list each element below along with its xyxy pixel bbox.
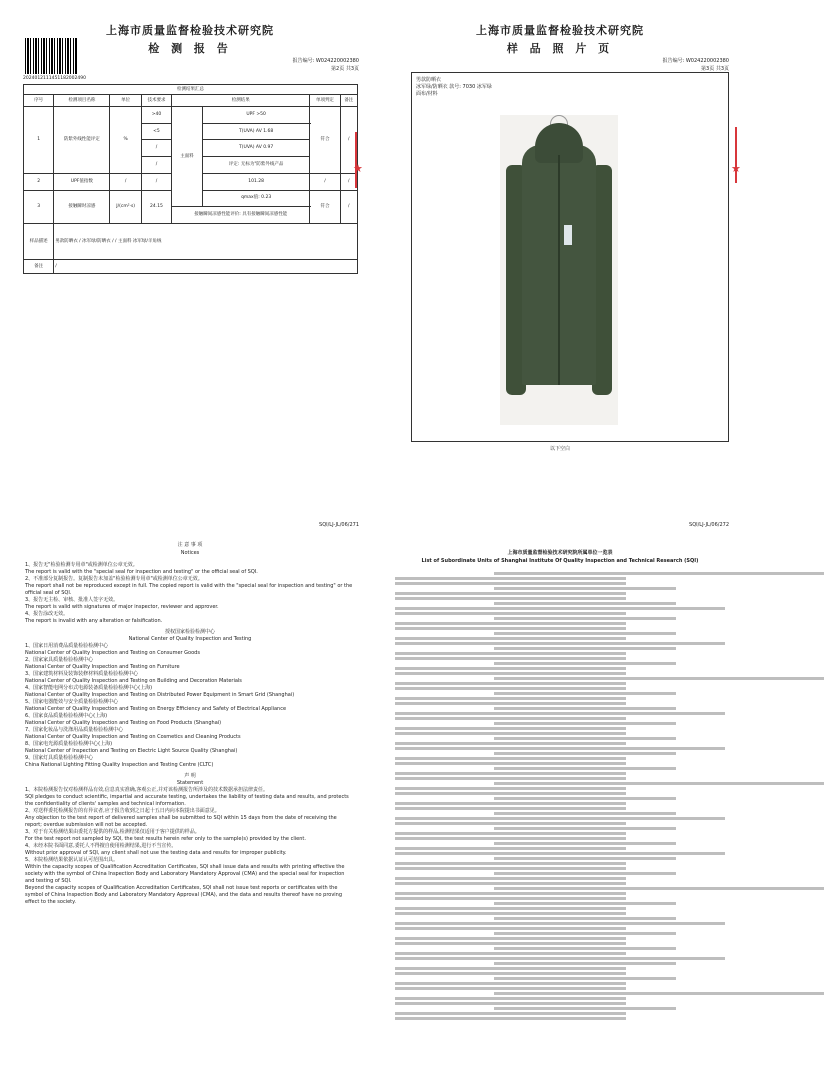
units-title: 上海市质量监督检验技术研究院所属单位一览表 — [507, 550, 613, 556]
text-line — [494, 962, 676, 965]
text-line — [395, 897, 626, 900]
text-line — [494, 572, 824, 575]
text-line — [494, 707, 676, 710]
text-line — [395, 627, 626, 630]
requirement: >40 — [141, 107, 171, 124]
text-line — [395, 877, 626, 880]
text-line — [395, 1012, 626, 1015]
sample-part: 主面料 — [172, 107, 203, 207]
text-line — [395, 1017, 626, 1020]
report-page — [15, 12, 365, 512]
photo-page-title: 样 品 照 片 页 — [506, 42, 614, 55]
notices-title-en: Notices — [180, 550, 200, 556]
text-line — [395, 817, 725, 820]
text-line — [494, 602, 676, 605]
text-line — [395, 832, 626, 835]
report-number: 报告编号: W024220002380 — [292, 58, 359, 64]
text-line — [395, 667, 626, 670]
text-line — [494, 677, 824, 680]
result-value: 101.28 — [202, 173, 309, 190]
summary-title: 检测结果汇总 — [24, 85, 358, 95]
text-line — [395, 747, 725, 750]
text-line — [494, 662, 676, 665]
text-line — [395, 727, 626, 730]
header-cell: 技术要求 — [141, 95, 171, 107]
remark-value: / — [54, 260, 358, 274]
text-line — [395, 612, 626, 615]
text-line — [395, 622, 626, 625]
text-line — [395, 682, 626, 685]
text-line — [395, 972, 626, 975]
sample-photo — [500, 115, 618, 425]
text-line — [395, 582, 626, 585]
header-cell: 检测结果 — [172, 95, 310, 107]
text-line — [395, 802, 626, 805]
text-line — [494, 917, 676, 920]
text-line — [395, 607, 725, 610]
header-cell: 单位 — [110, 95, 141, 107]
text-line — [494, 737, 676, 740]
text-line — [395, 942, 626, 945]
text-line — [395, 697, 626, 700]
text-line — [494, 842, 676, 845]
text-line — [395, 997, 626, 1000]
text-line — [395, 927, 626, 930]
statement-title-en: Statement — [176, 780, 204, 786]
text-line — [395, 837, 626, 840]
text-line — [395, 642, 725, 645]
item-name: 防紫外线性能评定 — [54, 107, 110, 174]
notices-list: 1、报告无"检验检测专用章"或检测单位公章无效。 The report is valid with the "special seal for inspection and testing" or the official seal of SQI. 2、不准部分复制报告。复制报告未加盖"检验检测专用章"或检测单位公章无效。 The report shall not be reproduced except in full. The copied report is valid with the "special seal for inspection and testing" or the official seal of SQI. 3、报告无主检、审核、批准人签字无效。 The report is valid with signatures of major inspector, reviewer and approver. 4、报告涂改无效。 The report is invalid with any alteration or falsification. 授权国家检验检测中心 National Center of Quality Inspection and Testing 1、国家日用消费品质量检验检测中心 National Center of Quality Inspection and Testing on Consumer Goods 2、国家家具质量检验检测中心 National Center of Quality Inspection and Testing on Furniture 3、国家建筑材料及装饰装修材料质量检验检测中心 National Center of Quality Inspection and Testing on Building and Decoration Materials 4、国家智能电网分布式电源装备质量检验检测中心(上海) National Center of Quality Inspection and Testing on Distributed Power Equipment in Smart Grid (Shanghai) 5、国家电器能效与安全质量检验检测中心 National Center of Quality Inspection and Testing on Energy Efficiency and Safety of Electrical Appliance 6、国家食品质量检验检测中心(上海) National Center of Quality Inspection and Testing on Food Products (Shanghai) 7、国家化妆品与洗涤用品质量检验检测中心 National Center of Quality Inspection and Testing on Cosmetics and Cleaning Products 8、国家电光源质量检验检测中心(上海) National Center of Inspection and Testing on Electric Light Source Quality (Shanghai) 9、国家灯具质量检验检测中心 China National Lighting Fitting Quality Inspection and Testing Centre (CLTC) 声 明 Statement 1、本院检测报告仅对检测样品有效,信息真实准确,客观公正,并对该检测报告所涉及的技术数据承担法律责任。 SQI pledges to conduct scientific, impartial and accurate testing, undertakes the liability of testing data and results, and protects the confidentiality of clients' samples and technical information. 2、对送样委托检测报告的有异议者,应于报告收到之日起十五日内向本院提出书面意见。 Any objection to the test report of delivered samples shall be submitted to SQI within 15 days from the date of receiving the report; overdue submission will not be accepted. 3、对于有关检测结果由委托方提供的样品,检测结果仅适用于客户提供的样品。 For the test report not sampled by SQI, the test results herein refer only to the sample(s) provided by the client. 4、未经本院书面同意,委托人不得擅自使用检测结果,进行不当宣传。 Without prior approval of SQI, any client shall not use the testing data and results for improper publicity. 5、本院检测结果依据认证认可范围出具。 Within the capacity scopes of Qualification Accreditation Certificates, SQI shall issue data and results with printing effective the society with the symbol of China Inspection Body and Laboratory Mandatory Approval (CMA) and the special seal for inspection and testing of SQI. Beyond the capacity scopes of Qualification Accreditation Certificates, SQI shall not issue test reports or certificates with the symbol of China Inspection Body and Laboratory Mandatory Approval (CMA), and the data and results thereof have no proving effect to the society. — [25, 562, 355, 906]
row-number: 2 — [24, 173, 54, 190]
page-number: 第3页 共3页 — [701, 66, 729, 72]
text-line — [395, 577, 626, 580]
text-line — [395, 792, 626, 795]
text-line — [494, 587, 676, 590]
verdict: 符合 — [310, 190, 340, 223]
verdict: 符合 — [310, 107, 340, 174]
text-line — [395, 922, 725, 925]
text-line — [494, 992, 824, 995]
text-line — [494, 887, 824, 890]
requirement: / — [141, 173, 171, 190]
result-value: T(UVA) AV 1.68 — [202, 123, 309, 140]
text-line — [395, 952, 626, 955]
text-line — [395, 652, 626, 655]
centers-title-en: National Center of Quality Inspection and Testing — [128, 636, 252, 642]
text-line — [395, 777, 626, 780]
text-line — [494, 947, 676, 950]
text-line — [395, 702, 626, 705]
text-line — [395, 742, 626, 745]
text-line — [395, 687, 626, 690]
text-line — [395, 967, 626, 970]
header-cell: 检测项目名称 — [54, 95, 110, 107]
text-line — [494, 632, 676, 635]
photo-frame — [411, 72, 729, 442]
result-value: qmax值: 0.23 — [202, 190, 309, 207]
institute-name: 上海市质量监督检验技术研究院 — [476, 24, 644, 37]
text-line — [395, 882, 626, 885]
requirement: / — [141, 157, 171, 174]
notices-title: 注 意 事 项 — [177, 542, 203, 548]
text-line — [395, 807, 626, 810]
requirement: <5 — [141, 123, 171, 140]
results-table — [23, 84, 358, 274]
item-name: UPF值指数 — [54, 173, 110, 190]
text-line — [395, 657, 626, 660]
row-number: 1 — [24, 107, 54, 174]
header-cell: 序号 — [24, 95, 54, 107]
institute-name: 上海市质量监督检验技术研究院 — [106, 24, 274, 37]
text-line — [494, 1007, 676, 1010]
text-line — [494, 752, 676, 755]
text-line — [395, 907, 626, 910]
text-line — [494, 872, 676, 875]
header-cell: 备注 — [340, 95, 357, 107]
report-number: 报告编号: W024220002380 — [662, 58, 729, 64]
units-title-en: List of Subordinate Units of Shanghai Institute Of Quality Inspection and Technical Research (SQI) — [421, 558, 699, 564]
remark-label: 备注 — [24, 260, 54, 274]
result-value: UPF >50 — [202, 107, 309, 124]
text-line — [395, 982, 626, 985]
text-line — [395, 957, 725, 960]
text-line — [395, 712, 725, 715]
end-note: 以下空白 — [549, 446, 570, 452]
page-number: 第2页 共3页 — [331, 66, 359, 72]
header-cell: 单项判定 — [310, 95, 340, 107]
text-line — [395, 592, 626, 595]
text-line — [494, 932, 676, 935]
text-line — [494, 797, 676, 800]
text-line — [395, 987, 626, 990]
form-code: SQI/LJ-JL/06/272 — [689, 522, 729, 528]
text-line — [395, 867, 626, 870]
text-line — [395, 762, 626, 765]
star-icon: ★ — [353, 162, 363, 175]
statement-title: 声 明 — [184, 773, 196, 779]
text-line — [395, 862, 626, 865]
sample-label: 样品描述 — [24, 224, 54, 260]
text-line — [494, 647, 676, 650]
barcode — [25, 38, 77, 74]
form-code: SQI/LJ-JL/06/271 — [319, 522, 359, 528]
unit-cell: % — [110, 107, 141, 174]
sample-description: 男款防晒衣 / 冰军绿/防晒衣 / / 主面料 冰军绿/羊角绒 — [54, 224, 358, 260]
text-line — [395, 937, 626, 940]
seal-stamp — [355, 132, 371, 188]
text-line — [395, 852, 725, 855]
text-line — [494, 902, 676, 905]
star-icon: ★ — [731, 162, 741, 175]
text-line — [395, 912, 626, 915]
text-line — [395, 787, 626, 790]
text-line — [494, 812, 676, 815]
units-page — [385, 520, 735, 1065]
text-line — [494, 617, 676, 620]
result-value: 接触瞬间凉感性能评价: 具有接触瞬间凉感性能 — [172, 207, 310, 224]
text-line — [494, 722, 676, 725]
note: / — [340, 190, 357, 223]
text-line — [395, 847, 626, 850]
barcode-number: 2024012111451182002490 — [23, 76, 86, 81]
text-line — [395, 717, 626, 720]
text-line — [395, 1002, 626, 1005]
text-line — [494, 782, 824, 785]
notices-page — [15, 520, 365, 1065]
text-line — [395, 757, 626, 760]
text-line — [395, 732, 626, 735]
hang-tag — [564, 225, 572, 245]
verdict: / — [310, 173, 340, 190]
text-line — [494, 857, 676, 860]
report-title: 检 测 报 告 — [148, 42, 232, 55]
text-line — [395, 672, 626, 675]
centers-title: 授权国家检验检测中心 — [164, 629, 215, 635]
photo-caption: 男款防晒衣 冰军绿/防晒衣 款号: 7030 冰军绿 面布/材料 — [416, 77, 492, 97]
note: / — [340, 173, 357, 190]
result-value: 评定: 无标为"防紫外线产品 — [202, 157, 309, 174]
text-line — [494, 827, 676, 830]
note: / — [340, 107, 357, 174]
requirement: 24.15 — [141, 190, 171, 223]
text-line — [395, 597, 626, 600]
result-value: T(UVA) AV 0.97 — [202, 140, 309, 157]
requirement: / — [141, 140, 171, 157]
text-line — [395, 822, 626, 825]
text-line — [395, 772, 626, 775]
unit-cell: J/(cm²·s) — [110, 190, 141, 223]
photo-page — [385, 12, 741, 512]
text-line — [395, 892, 626, 895]
text-line — [494, 977, 676, 980]
text-line — [494, 767, 676, 770]
units-list — [395, 570, 725, 1022]
unit-cell: / — [110, 173, 141, 190]
row-number: 3 — [24, 190, 54, 223]
text-line — [395, 637, 626, 640]
text-line — [494, 692, 676, 695]
item-name: 接触瞬时凉感 — [54, 190, 110, 223]
